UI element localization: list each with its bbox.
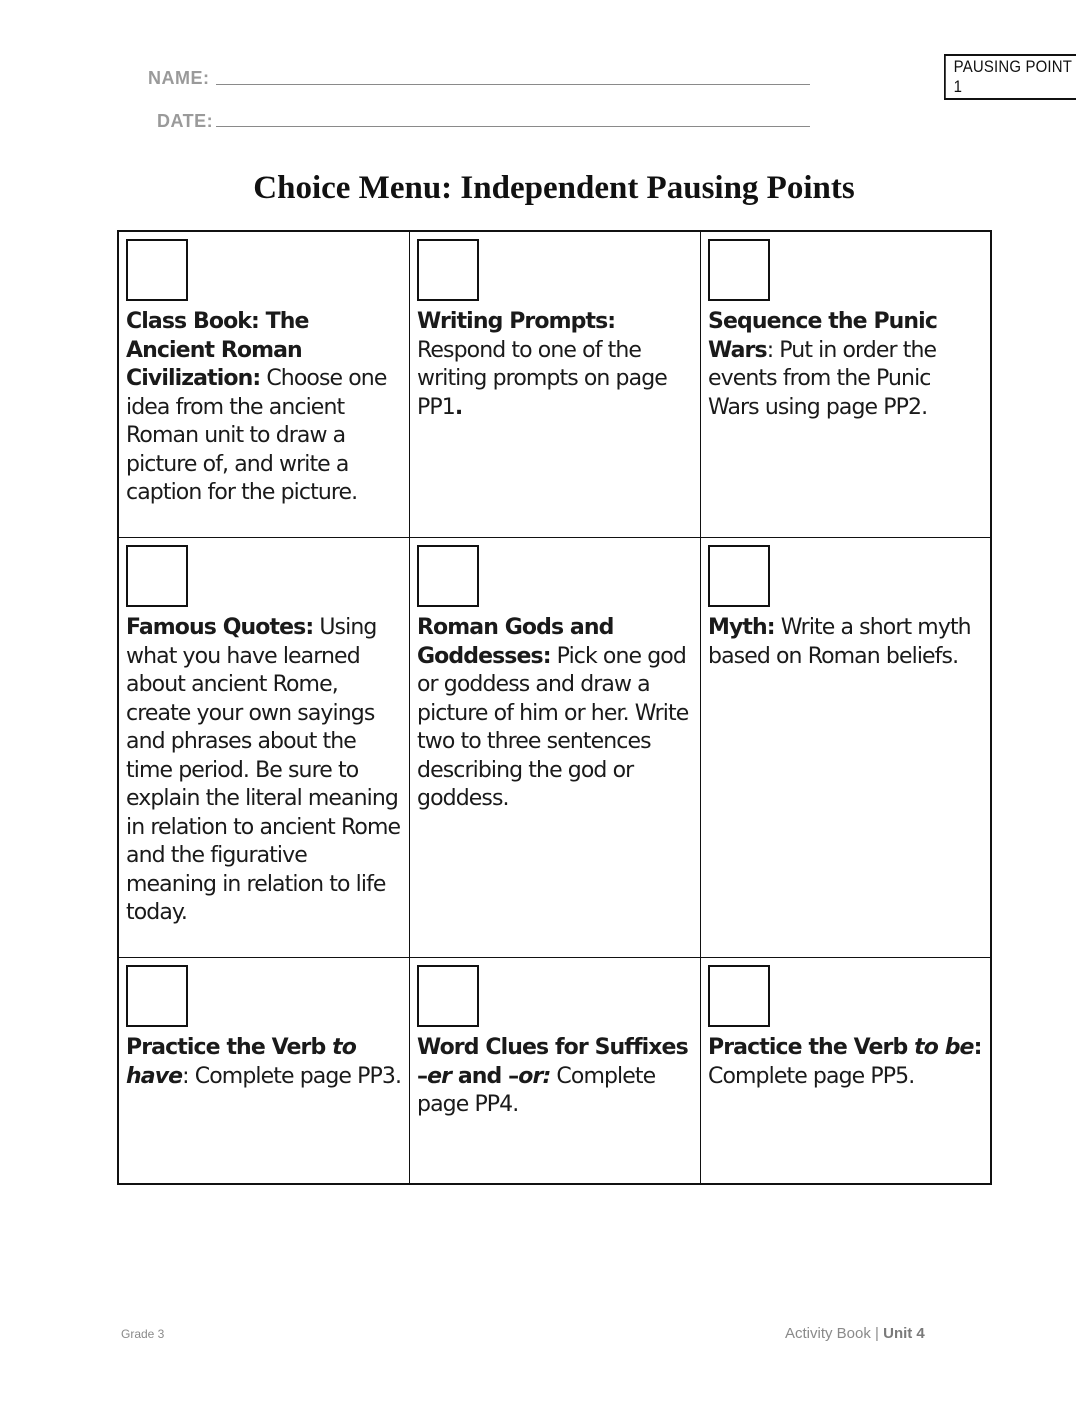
choice-body-text: Complete page PP5. xyxy=(708,1063,915,1089)
choice-body-text: Using what you have learned about ancient Rome, create your own sayings and phrases about the time period. Be sure to explain the literal meaning in relation to ancient Rome and the figurative meaning in relation to life today. xyxy=(126,615,401,925)
choice-body-text: : Complete page PP3. xyxy=(182,1063,402,1089)
footer-unit: Unit 4 xyxy=(883,1325,925,1342)
choice-body-text: Complete page PP4. xyxy=(417,1063,656,1117)
footer-grade: Grade 3 xyxy=(121,1327,165,1341)
choice-heading-text: Practice the Verb xyxy=(708,1035,915,1060)
choice-text xyxy=(417,614,694,814)
choice-text xyxy=(126,1034,403,1091)
footer-book-title: Activity Book xyxy=(785,1325,871,1342)
choice-text xyxy=(417,308,694,422)
choice-text xyxy=(126,614,403,928)
choice-checkbox[interactable] xyxy=(417,965,479,1027)
choice-heading-text: and – xyxy=(451,1063,519,1089)
choice-heading-text: or: xyxy=(518,1063,551,1089)
choice-cell xyxy=(701,232,990,538)
choice-text xyxy=(126,308,403,508)
choice-body-text: Pick one god or goddess and draw a picture of him or her. Write two to three sentences describing the god or goddess. xyxy=(417,643,689,811)
date-line[interactable] xyxy=(216,126,810,127)
choice-text xyxy=(708,614,984,671)
choice-checkbox[interactable] xyxy=(126,239,188,301)
choice-heading-text: Practice the Verb xyxy=(126,1035,333,1060)
choice-heading-text: to be xyxy=(914,1035,974,1060)
choice-body-text: Respond to one of the writing prompts on page PP1 xyxy=(417,337,667,420)
choice-checkbox[interactable] xyxy=(126,965,188,1027)
choice-checkbox[interactable] xyxy=(417,239,479,301)
footer-book xyxy=(785,1325,925,1342)
choice-heading-text: Class Book: The Ancient Roman Civilization: xyxy=(126,309,309,391)
choice-text xyxy=(417,1034,694,1120)
pausing-point-badge: PAUSING POINT 1 xyxy=(944,54,1076,100)
choice-heading-text: Famous Quotes: xyxy=(126,615,314,640)
choice-cell xyxy=(119,538,410,958)
choice-cell xyxy=(119,232,410,538)
date-label: DATE: xyxy=(157,111,214,131)
choice-heading-text: to have xyxy=(126,1035,356,1089)
choice-heading-text: Roman Gods and Goddesses: xyxy=(417,615,614,669)
choice-body-text: Write a short myth based on Roman beliefs. xyxy=(708,615,971,669)
footer-separator: | xyxy=(870,1325,884,1342)
choice-cell xyxy=(410,538,701,958)
choice-heading-text: : xyxy=(973,1035,982,1060)
choice-checkbox[interactable] xyxy=(417,545,479,607)
choice-heading-text: Writing Prompts: xyxy=(417,309,616,334)
choice-checkbox[interactable] xyxy=(126,545,188,607)
choice-heading-text: Myth: xyxy=(708,615,775,640)
choice-cell xyxy=(701,538,990,958)
choice-body-text: Choose one idea from the ancient Roman unit to draw a picture of, and write a caption for the picture. xyxy=(126,366,387,505)
name-line[interactable] xyxy=(216,84,810,85)
choice-heading-text: . xyxy=(454,394,463,420)
choice-heading-text: Sequence the Punic Wars xyxy=(708,309,937,363)
choice-cell xyxy=(119,958,410,1183)
choice-heading-text: er xyxy=(427,1063,452,1089)
choice-checkbox[interactable] xyxy=(708,545,770,607)
choice-text xyxy=(708,1034,984,1091)
choice-cell xyxy=(410,232,701,538)
choice-cell xyxy=(701,958,990,1183)
choice-heading-text: Word Clues for Suffixes – xyxy=(417,1035,688,1089)
choice-checkbox[interactable] xyxy=(708,239,770,301)
choice-body-text: : Put in order the events from the Punic Wars using page PP2. xyxy=(708,337,937,420)
choice-text xyxy=(708,308,984,422)
name-label: NAME: xyxy=(148,68,210,88)
page-title: Choice Menu: Independent Pausing Points xyxy=(253,170,855,206)
choice-cell xyxy=(410,958,701,1183)
choice-menu-grid xyxy=(117,230,992,1185)
choice-checkbox[interactable] xyxy=(708,965,770,1027)
